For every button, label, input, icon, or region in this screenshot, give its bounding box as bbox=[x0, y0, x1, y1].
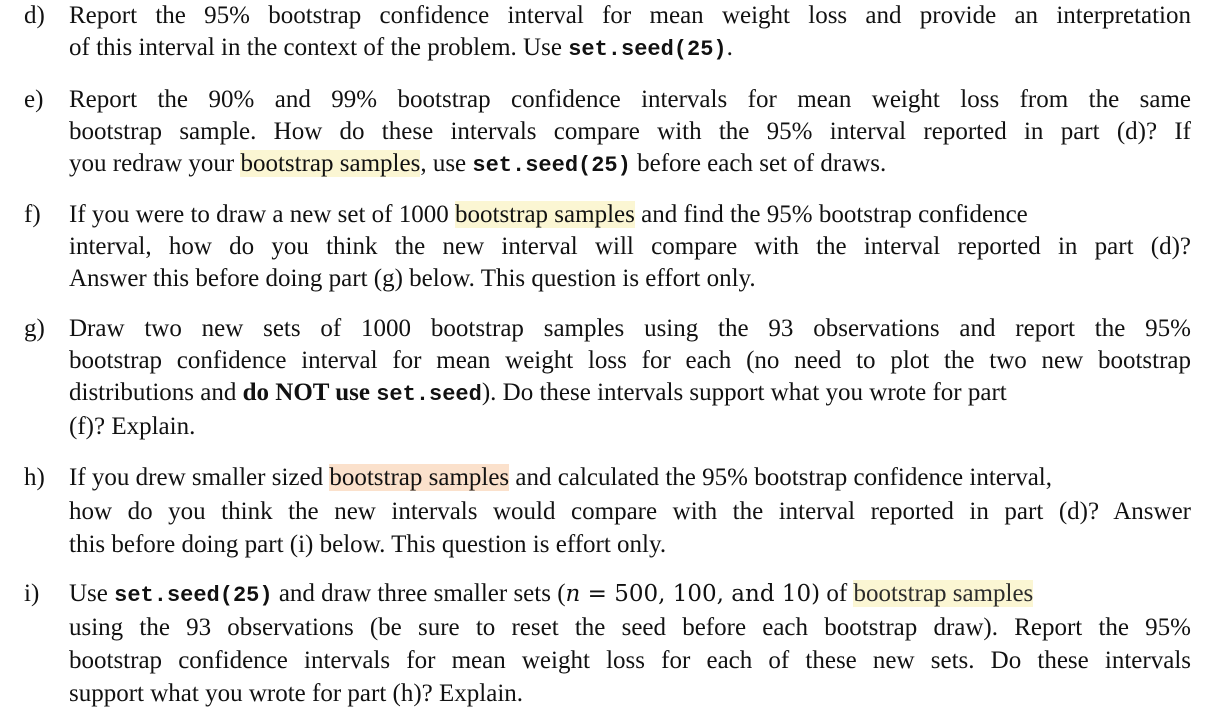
question-h-text-3: this before doing part (i) below. This question is effort only. bbox=[69, 531, 667, 558]
question-g-label: g) bbox=[24, 315, 45, 342]
question-e-line-1 bbox=[69, 84, 1191, 116]
set-seed-code: set.seed(25) bbox=[568, 37, 727, 62]
question-e-text-3c: before each set of draws. bbox=[630, 150, 887, 177]
question-h-text-1b: and calculated the 95% bootstrap confidence interval, bbox=[509, 464, 1053, 491]
question-e-text-3: you redraw your bbox=[69, 150, 241, 177]
question-i-line-1 bbox=[69, 578, 1191, 610]
question-g-line-3 bbox=[69, 377, 1191, 409]
question-f-label: f) bbox=[24, 201, 41, 228]
highlight-bootstrap-samples: bootstrap samples bbox=[455, 201, 635, 228]
question-i-text-1b: and draw three smaller sets ( bbox=[272, 580, 566, 607]
question-i-text-1c: of bbox=[820, 580, 854, 607]
question-e-text-2: bootstrap sample. How do these intervals compare with the 95% interval reported in part (d)? If bbox=[69, 118, 1191, 145]
math-values: = 500, 100, and 10) bbox=[580, 581, 821, 607]
question-d-text-2b: . bbox=[726, 34, 733, 61]
question-g-line-1 bbox=[69, 313, 1191, 345]
question-f-text-1b: and find the 95% bootstrap confidence bbox=[634, 201, 1028, 228]
question-f-text-2: interval, how do you think the new interval will compare with the interval reported in part (d)? bbox=[69, 233, 1191, 260]
question-e-line-3 bbox=[69, 148, 1191, 180]
math-n: n bbox=[565, 581, 581, 607]
question-f-line-2 bbox=[69, 231, 1191, 263]
question-h-text-1: If you drew smaller sized bbox=[69, 464, 330, 491]
question-f-text-3: Answer this before doing part (g) below. This question is effort only. bbox=[69, 265, 756, 292]
question-d-label: d) bbox=[24, 2, 45, 29]
question-h-label: h) bbox=[24, 464, 45, 491]
set-seed-code: set.seed(25) bbox=[472, 153, 631, 178]
question-i-text-1: Use bbox=[69, 580, 115, 607]
question-g-line-4 bbox=[69, 411, 1191, 443]
question-f-line-1 bbox=[69, 199, 1191, 231]
question-f-text-1: If you were to draw a new set of 1000 bbox=[69, 201, 455, 228]
question-e-line-2 bbox=[69, 116, 1191, 148]
do-not-use-bold: do NOT use bbox=[242, 379, 377, 406]
question-i-text-2: using the 93 observations (be sure to reset the seed before each bootstrap draw). Report the 95% bbox=[69, 614, 1191, 641]
sample-size-math bbox=[566, 581, 821, 607]
set-seed-code: set.seed(25) bbox=[114, 583, 273, 608]
question-g-text-4: (f)? Explain. bbox=[69, 413, 196, 440]
question-h-line-2 bbox=[69, 496, 1191, 528]
question-i-line-4 bbox=[69, 678, 1191, 710]
highlight-bootstrap-samples: bootstrap samples bbox=[329, 464, 510, 491]
highlight-bootstrap-samples: bootstrap samples bbox=[853, 580, 1034, 607]
question-i-text-3: bootstrap confidence intervals for mean weight loss for each of these new sets. Do these intervals bbox=[69, 647, 1191, 674]
question-i-label: i) bbox=[24, 580, 40, 607]
question-h-text-2: how do you think the new intervals would compare with the interval reported in part (d)? Answer bbox=[69, 498, 1191, 525]
question-i-text-4: support what you wrote for part (h)? Explain. bbox=[69, 680, 524, 707]
question-d-text-2: of this interval in the context of the problem. Use bbox=[69, 34, 569, 61]
question-g-text-3b: ). Do these intervals support what you wrote for part bbox=[481, 379, 1007, 406]
question-d-text-1: Report the 95% bootstrap confidence interval for mean weight loss and provide an interpretation bbox=[69, 2, 1191, 29]
set-seed-code: set.seed bbox=[376, 382, 482, 407]
question-g-line-2 bbox=[69, 345, 1191, 377]
question-e-text-1: Report the 90% and 99% bootstrap confidence intervals for mean weight loss from the same bbox=[69, 86, 1191, 113]
question-d-line-2 bbox=[69, 32, 1191, 64]
question-g-text-2: bootstrap confidence interval for mean weight loss for each (no need to plot the two new bootstrap bbox=[69, 347, 1191, 374]
question-e-label: e) bbox=[24, 86, 44, 113]
question-h-line-3 bbox=[69, 529, 1191, 561]
question-g-text-3: distributions and bbox=[69, 379, 243, 406]
question-i-line-3 bbox=[69, 645, 1191, 677]
question-e-text-3b: , use bbox=[420, 150, 473, 177]
question-h-line-1 bbox=[69, 462, 1191, 494]
question-g-text-1: Draw two new sets of 1000 bootstrap samples using the 93 observations and report the 95% bbox=[69, 315, 1191, 342]
highlight-bootstrap-samples: bootstrap samples bbox=[240, 150, 421, 177]
question-i-line-2 bbox=[69, 612, 1191, 644]
question-f-line-3 bbox=[69, 263, 1191, 295]
question-d-line-1 bbox=[69, 0, 1191, 32]
